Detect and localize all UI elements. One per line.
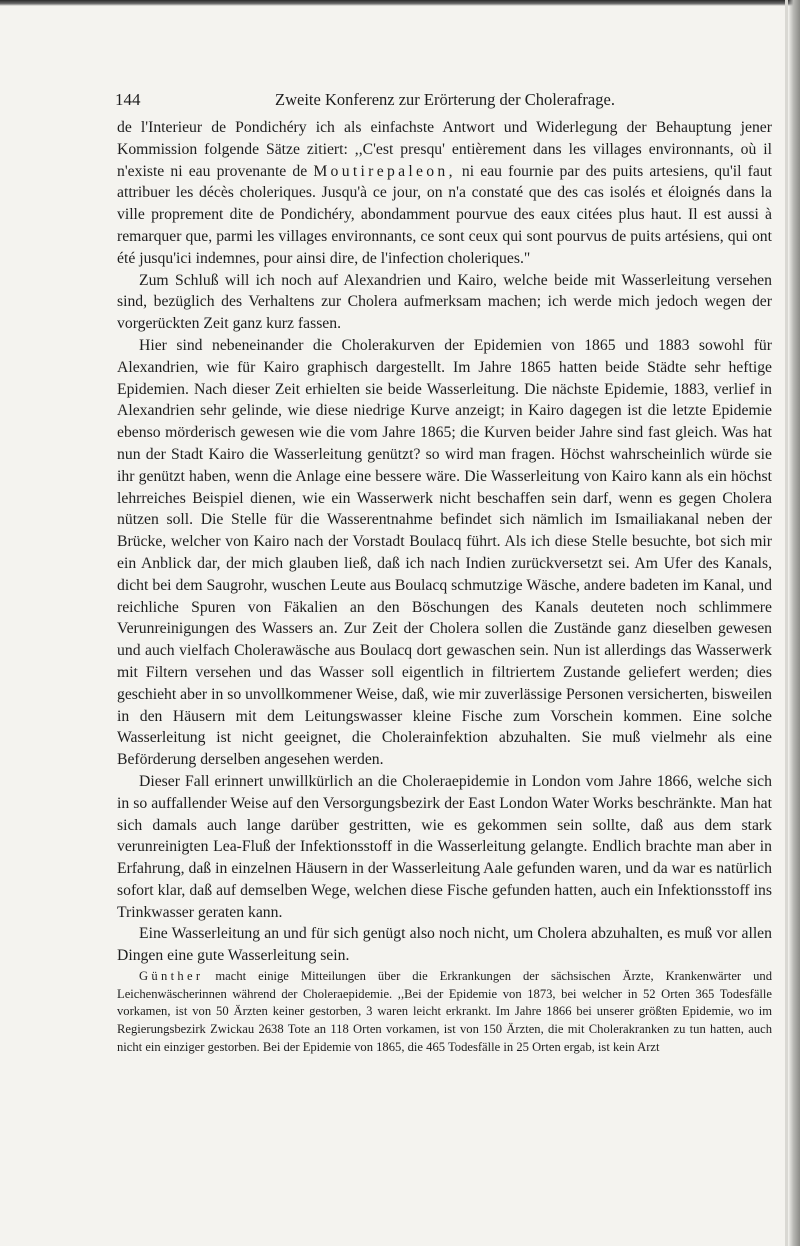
paragraph-1-text-a: de l'Interieur de Pondichéry ich als einfachste Antwort und Widerlegung der Behauptung jener Kommission folgende Sätze zitiert: ,,C'est presqu' entièrement dans les villages environnants, où il n'existe ni eau provenante de (117, 119, 772, 180)
paragraph-4: Dieser Fall erinnert unwillkürlich an die Choleraepidemie in London vom Jahre 1866, welche sich in so auffallender Weise auf den Versorgungsbezirk der East London Water Works beschränkte. Man hat sich damals auch lange darüber gestritten, wie es gekommen sein sollte, daß aus dem stark verunreinigten Lea-Fluß der Infektionsstoff in die Wasserleitung gelangte. Endlich brachte man aber in Erfahrung, daß in einzelnen Häusern in der Wasserleitung Aale gefunden waren, und da war es natürlich sofort klar, daß auf demselben Wege, welchen diese Fische gefunden hatten, auch ein Infektionsstoff ins Trinkwasser geraten kann. (117, 772, 772, 921)
paragraph-5: Eine Wasserleitung an und für sich genügt also noch nicht, um Cholera abzuhalten, es muß vor allen Dingen eine gute Wasserleitung sein. (117, 925, 772, 965)
spaced-place-name: Moutirepaleon, (313, 162, 456, 180)
paragraph-1-text-b: ni eau fournie par des puits artesiens, qu'il faut attribuer les décès choleriques. Jusqu'à ce jour, on n'a constaté que des cas isolés et éloignés dans la ville proprement dite de Pondichéry, abondamment pourvue des eaux citées plus haut. Il est aussi à remarquer que, parmi les villages environnants, ce sont ceux qui sont pourvus de puits artésiens, qui ont été jusqu'ici indemnes, pour ainsi dire, de l'infection choleriques." (117, 162, 772, 267)
paragraph-2: Zum Schluß will ich noch auf Alexandrien und Kairo, welche beide mit Wasserleitung versehen sind, bezüglich des Verhaltens zur Cholera aufmerksam machen; ich werde mich jedoch wegen der vorgerückten Zeit ganz kurz fassen. (117, 271, 772, 333)
note-paragraph (117, 968, 772, 1057)
page-number: 144 (115, 90, 141, 109)
body-text (117, 117, 772, 1057)
book-binding-edge (788, 0, 800, 1246)
page-top-rule (0, 0, 800, 6)
note-text: macht einige Mitteilungen über die Erkrankungen der sächsischen Ärzte, Krankenwärter und Leichenwäscherinnen während der Choleraepidemie. ,,Bei der Epidemie von 1873, bei welcher in 52 Orten 365 Todesfälle vorkamen, ist von 50 Ärzten keiner gestorben, 3 waren leicht erkrankt. Im Jahre 1866 bei unserer größten Epidemie, wo im Regierungsbezirk Zwickau 2638 Tote an 118 Orten vorkamen, ist von 150 Ärzten, die mit Cholerakranken zu tun hatten, auch nicht ein einziger gestorben. Bei der Epidemie von 1865, die 465 Todesfälle in 25 Orten ergab, ist kein Arzt (117, 969, 772, 1054)
paragraph-1 (117, 117, 772, 270)
note-speaker: Günther (139, 969, 204, 984)
discussion-note (117, 968, 772, 1057)
running-header (115, 90, 775, 114)
running-title: Zweite Konferenz zur Erörterung der Cholerafrage. (275, 90, 615, 109)
paragraph-3: Hier sind nebeneinander die Cholerakurven der Epidemien von 1865 und 1883 sowohl für Alexandrien, wie für Kairo graphisch dargestellt. Im Jahre 1865 hatten beide Städte sehr heftige Epidemien. Nach dieser Zeit erhielten sie beide Wasserleitung. Die nächste Epidemie, 1883, verlief in Alexandrien sehr gelinde, wie diese niedrige Kurve anzeigt; in Kairo dagegen ist die letzte Epidemie ebenso mörderisch gewesen wie die vom Jahre 1865; die Kurven beider Jahre sind fast gleich. Was hat nun der Stadt Kairo die Wasserleitung genützt? so wird man fragen. Höchst wahrscheinlich würde sie ihr genützt haben, wenn die Anlage eine bessere wäre. Die Wasserleitung von Kairo kann als ein höchst lehrreiches Beispiel dienen, wie ein Wasserwerk nicht beschaffen sein darf, wenn es gegen Cholera nützen soll. Die Stelle für die Wasserentnahme befindet sich nämlich im Ismailiakanal neben der Brücke, welcher von Kairo nach der Vorstadt Boulacq führt. Als ich diese Stelle besuchte, bot sich mir ein Anblick dar, der mich glauben ließ, daß ich nach Indien zurückversetzt sei. Am Ufer des Kanals, dicht bei dem Saugrohr, wuschen Leute aus Boulacq schmutzige Wäsche, andere badeten im Kanal, und reichliche Spuren von Fäkalien an den Böschungen des Kanals deuteten noch schlimmere Verunreinigungen des Wassers an. Zur Zeit der Cholera sollen die Zustände ganz dieselben gewesen und auch vielfach Cholerawäsche aus Boulacq dort gewaschen sein. Nun ist allerdings das Wasserwerk mit Filtern versehen und das Wasser soll eigentlich in filtriertem Zustande geliefert werden; dies geschieht aber in so unvollkommener Weise, daß, wie mir zuverlässige Personen versicherten, bisweilen in den Häusern mit dem Leitungswasser kleine Fische zum Vorschein kommen. Eine solche Wasserleitung ist nicht geeignet, die Cholerainfektion abzuhalten. Sie muß vielmehr als eine Beförderung derselben angesehen werden. (117, 336, 772, 769)
